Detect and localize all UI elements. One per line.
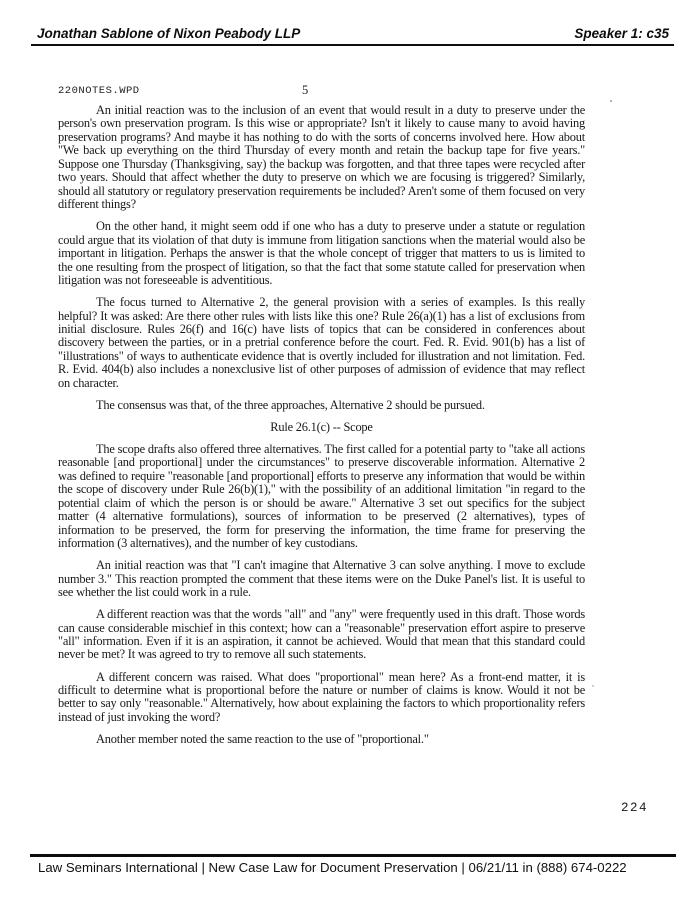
doc-filename: 220NOTES.WPD	[58, 85, 140, 97]
paragraph: A different concern was raised. What does "proportional" mean here? As a front-end matter, it is difficult to determine what is proportional before the nature or number of claims is know. Would it not be better to say only "reasonable." Alternatively, how about explaining the factors to which proportionality refers instead of just invoking the word?	[58, 669, 585, 724]
header-speaker-tag: Speaker 1: c35	[574, 26, 669, 41]
page-header	[31, 26, 674, 46]
paragraph: The consensus was that, of the three approaches, Alternative 2 should be pursued.	[96, 397, 485, 412]
scan-speckles	[610, 100, 612, 102]
section-heading: Rule 26.1(c) -- Scope	[270, 419, 373, 434]
paragraph: Another member noted the same reaction to the use of "proportional."	[96, 731, 429, 746]
header-speaker-name: Jonathan Sablone of Nixon Peabody LLP	[37, 26, 301, 41]
paragraph: The focus turned to Alternative 2, the general provision with a series of examples. Is this really helpful? It was asked: Are there other rules with lists like this one? Rule 26(a)(1) has a list of exclusions from initial disclosure. Rules 26(f) and 16(c) have lists of topics that can be considered in conferences about discovery between the parties, or in a pretrial conference before the court. Fed. R. Evid. 901(b) has a list of "illustrations" of ways to authenticate evidence that is overtly included for illustration and not limitation. Fed. R. Evid. 404(b) also includes a nonexclusive list of other purposes of admission of evidence that may reflect on character.	[58, 295, 585, 390]
doc-meta-row	[58, 83, 585, 97]
paragraph: A different reaction was that the words "all" and "any" were frequently used in this draft. Those words can cause considerable mischief in this context; how can a "reasonable" preservation effort aspire to preserve "all" information. Even if it is an aspiration, it cannot be achieved. Would that mean that this standard could never be met? It was agreed to try to remove all such statements.	[58, 607, 585, 662]
doc-page-number-top: 5	[302, 83, 309, 97]
doc-body	[58, 104, 585, 755]
doc-page-number-bottom: 224	[621, 801, 649, 815]
footer-text: Law Seminars International | New Case Law for Document Preservation | 06/21/11 in (888) 674-0222	[38, 860, 627, 875]
page-footer	[30, 854, 676, 875]
paragraph: An initial reaction was to the inclusion of an event that would result in a duty to preserve under the person's own preservation program. Is this wise or appropriate? Isn't it likely to cause many to avoid having preservation programs? And maybe it has nothing to do with the sorts of concerns involved here. How about "We back up everything on the third Thursday of every month and retain the backup tape for five years." Suppose one Thursday (Thanksgiving, say) the backup was forgotten, and that three tapes were recycled after two years. Should that affect whether the duty to preserve on which we are focusing is triggered? Similarly, should all statutory or regulatory preservation requirements be included? Aren't some of them focused on very different things?	[58, 103, 585, 212]
paragraph: An initial reaction was that "I can't imagine that Alternative 3 can solve anything. I move to exclude number 3." This reaction prompted the comment that these items were on the Duke Panel's list. It is useful to see whether the list could work in a rule.	[58, 558, 585, 600]
paragraph: The scope drafts also offered three alternatives. The first called for a potential party to "take all actions reasonable [and proportional] under the circumstances" to preserve discoverable information. Alternative 2 was defined to require "reasonable [and proportional] efforts to preserve any information that would be within the scope of discovery under Rule 26(b)(1)," with the possibility of an additional limitation "in regard to the potential claim of which the person is or should be aware." Alternative 3 set out specifics for the subject matter (4 alternative formulations), sources of information to be preserved (2 alternatives), types of information to be preserved, the form for preserving the information, the time frame for preserving the information (3 alternatives), and the number of key custodians.	[58, 441, 585, 551]
paragraph: On the other hand, it might seem odd if one who has a duty to preserve under a statute or regulation could argue that its violation of that duty is immune from litigation sanctions when the material would also be important in litigation. Perhaps the answer is that the whole concept of trigger that matters to us is limited to the one resulting from the prospect of litigation, so that the fact that some statute called for preservation when litigation was not foreseeable is adventitious.	[58, 219, 585, 288]
